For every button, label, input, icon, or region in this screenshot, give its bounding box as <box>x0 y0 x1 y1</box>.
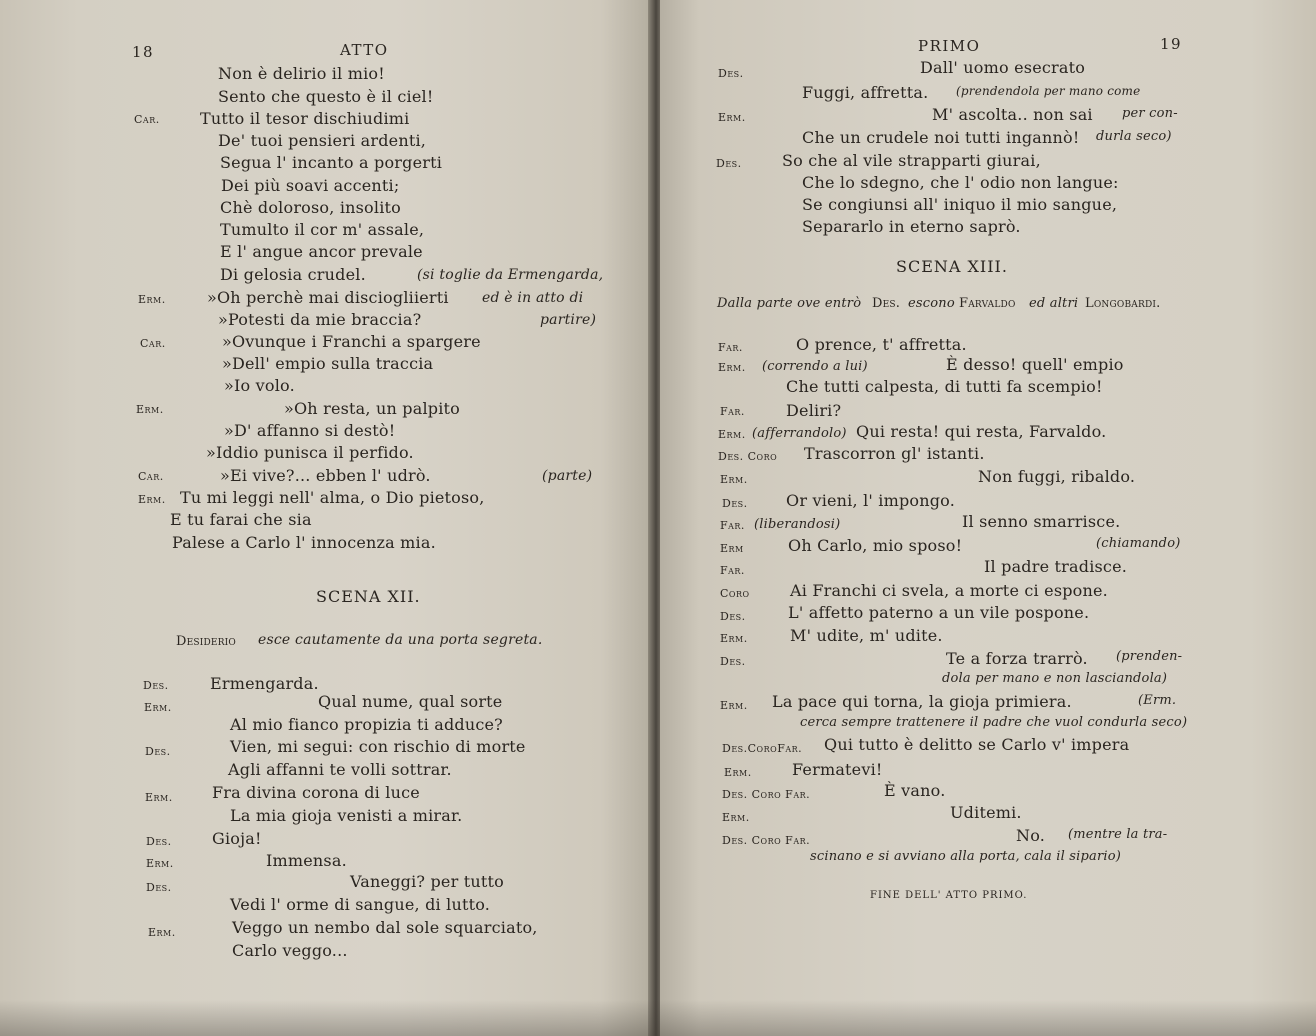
speaker-label: Des. <box>718 67 744 80</box>
scene-direction-name: Desiderio <box>176 634 237 649</box>
left-page <box>0 0 653 1036</box>
verse-line: Il padre tradisce. <box>984 557 1128 576</box>
verse-line: È desso! quell' empio <box>946 355 1124 374</box>
speaker-label: Des.CoroFar. <box>722 742 803 755</box>
stage-direction: (chiamando) <box>1096 536 1181 551</box>
stage-direction: (mentre la tra- <box>1068 827 1168 842</box>
verse-line: Tu mi leggi nell' alma, o Dio pietoso, <box>180 488 485 507</box>
verse-line: Immensa. <box>266 851 347 870</box>
verse-line: Qual nume, qual sorte <box>318 692 503 711</box>
speaker-label: Erm <box>720 542 744 555</box>
speaker-label: Car. <box>140 337 166 350</box>
verse-line: M' udite, m' udite. <box>790 626 943 645</box>
speaker-label: Erm. <box>718 428 746 441</box>
speaker-label: Erm. <box>720 473 748 486</box>
verse-line: »Dell' empio sulla traccia <box>222 354 434 373</box>
verse-line: Tutto il tesor dischiudimi <box>200 109 410 128</box>
verse-line: Oh Carlo, mio sposo! <box>788 536 963 555</box>
verse-line: Dei più soavi accenti; <box>221 176 400 195</box>
speaker-label: Des. Coro <box>718 450 778 463</box>
verse-line: »Ovunque i Franchi a spargere <box>222 332 481 351</box>
verse-line: Fra divina corona di luce <box>212 783 420 802</box>
verse-line: Palese a Carlo l' innocenza mia. <box>172 533 436 552</box>
verse-line: O prence, t' affretta. <box>796 335 967 354</box>
page-shadow <box>0 1000 1316 1036</box>
verse-line: Separarlo in eterno saprò. <box>802 217 1021 236</box>
speaker-label: Far. <box>720 405 745 418</box>
verse-line: Che lo sdegno, che l' odio non langue: <box>802 173 1119 192</box>
scene-heading: SCENA XIII. <box>896 257 1008 276</box>
verse-line: Vedi l' orme di sangue, di lutto. <box>230 895 491 914</box>
verse-line: De' tuoi pensieri ardenti, <box>218 131 427 150</box>
verse-line: Ai Franchi ci svela, a morte ci espone. <box>790 581 1108 600</box>
verse-line: Qui resta! qui resta, Farvaldo. <box>856 422 1107 441</box>
verse-line: Gioja! <box>212 829 262 848</box>
speaker-label: Des. <box>143 679 169 692</box>
speaker-label: Des. <box>716 157 742 170</box>
stage-direction: (Erm. <box>1138 693 1177 708</box>
verse-line: Non fuggi, ribaldo. <box>978 467 1136 486</box>
scene-direction-name: Longobardi. <box>1085 296 1161 311</box>
stage-direction: (liberandosi) <box>754 517 841 532</box>
stage-direction: (prenden- <box>1116 649 1183 664</box>
verse-line: »Potesti da mie braccia? <box>218 310 422 329</box>
scene-direction: ed altri <box>1029 296 1079 311</box>
speaker-label: Des. Coro Far. <box>722 788 811 801</box>
verse-line: Il senno smarrisce. <box>962 512 1121 531</box>
scene-direction-name: Farvaldo <box>959 296 1016 311</box>
verse-line: No. <box>1016 826 1046 845</box>
verse-line: Ermengarda. <box>210 674 319 693</box>
verse-line: So che al vile strapparti giurai, <box>782 151 1041 170</box>
stage-direction: per con- <box>1122 106 1178 121</box>
verse-line: Tumulto il cor m' assale, <box>220 220 425 239</box>
verse-line: »Ei vive?... ebben l' udrò. <box>220 466 431 485</box>
verse-line: Trascorron gl' istanti. <box>804 444 985 463</box>
speaker-label: Erm. <box>148 926 176 939</box>
verse-line: Deliri? <box>786 401 842 420</box>
stage-direction: cerca sempre trattenere il padre che vuol condurla seco) <box>800 715 1188 730</box>
verse-line: Chè doloroso, insolito <box>220 198 401 217</box>
verse-line: Carlo veggo... <box>232 941 348 960</box>
speaker-label: Des. Coro Far. <box>722 834 811 847</box>
verse-line: Segua l' incanto a porgerti <box>220 153 443 172</box>
running-head: PRIMO <box>918 37 981 55</box>
stage-direction: scinano e si avviano alla porta, cala il sipario) <box>810 849 1122 864</box>
scene-direction-name: Des. <box>872 296 901 311</box>
verse-line: »Oh resta, un palpito <box>284 399 460 418</box>
verse-line: E tu farai che sia <box>170 510 312 529</box>
speaker-label: Erm. <box>718 361 746 374</box>
stage-direction: (correndo a lui) <box>762 359 868 374</box>
speaker-label: Car. <box>134 113 160 126</box>
verse-line: »Io volo. <box>224 376 295 395</box>
speaker-label: Erm. <box>724 766 752 779</box>
verse-line: Che un crudele noi tutti ingannò! <box>802 128 1080 147</box>
scene-direction: esce cautamente da una porta segreta. <box>258 632 543 648</box>
speaker-label: Far. <box>720 564 745 577</box>
scene-direction: escono <box>908 296 955 311</box>
stage-direction: (parte) <box>542 468 593 484</box>
verse-line: Sento che questo è il ciel! <box>218 87 434 106</box>
scene-direction: Dalla parte ove entrò <box>717 296 862 311</box>
verse-line: L' affetto paterno a un vile pospone. <box>788 603 1090 622</box>
speaker-label: Erm. <box>145 791 173 804</box>
stage-direction: ed è in atto di <box>482 290 584 306</box>
verse-line: E l' angue ancor prevale <box>220 242 423 261</box>
speaker-label: Coro <box>720 587 750 600</box>
speaker-label: Far. <box>720 519 745 532</box>
verse-line: Al mio fianco propizia ti adduce? <box>230 715 503 734</box>
speaker-label: Des. <box>146 881 172 894</box>
verse-line: Vien, mi segui: con rischio di morte <box>230 737 526 756</box>
verse-line: Or vieni, l' impongo. <box>786 491 956 510</box>
verse-line: Dall' uomo esecrato <box>920 58 1086 77</box>
stage-direction: (si toglie da Ermengarda, <box>417 267 604 283</box>
stage-direction: (prendendola per mano come <box>956 84 1141 98</box>
speaker-label: Erm. <box>136 403 164 416</box>
speaker-label: Car. <box>138 470 164 483</box>
speaker-label: Erm. <box>138 293 166 306</box>
page-number: 18 <box>132 43 155 61</box>
verse-line: La pace qui torna, la gioja primiera. <box>772 692 1072 711</box>
speaker-label: Erm. <box>720 632 748 645</box>
speaker-label: Des. <box>720 610 746 623</box>
verse-line: »Iddio punisca il perfido. <box>206 443 414 462</box>
stage-direction: dola per mano e non lasciandola) <box>942 671 1168 686</box>
scene-heading: SCENA XII. <box>316 587 421 606</box>
speaker-label: Far. <box>718 341 743 354</box>
verse-line: La mia gioja venisti a mirar. <box>230 806 463 825</box>
verse-line: M' ascolta.. non sai <box>932 105 1093 124</box>
stage-direction: (afferrandolo) <box>752 426 847 441</box>
verse-line: Se congiunsi all' iniquo il mio sangue, <box>802 195 1118 214</box>
verse-line: Non è delirio il mio! <box>218 64 385 83</box>
verse-line: Uditemi. <box>950 803 1022 822</box>
verse-line: Vaneggi? per tutto <box>350 872 504 891</box>
verse-line: Fermatevi! <box>792 760 883 779</box>
speaker-label: Erm. <box>138 493 166 506</box>
stage-direction: durla seco) <box>1096 129 1172 144</box>
page-number: 19 <box>1160 35 1183 53</box>
verse-line: »Oh perchè mai disciogliierti <box>207 288 449 307</box>
speaker-label: Des. <box>722 497 748 510</box>
end-of-act: FINE DELL' ATTO PRIMO. <box>870 890 1028 901</box>
speaker-label: Erm. <box>144 701 172 714</box>
verse-line: Veggo un nembo dal sole squarciato, <box>232 918 538 937</box>
speaker-label: Des. <box>145 745 171 758</box>
speaker-label: Erm. <box>718 111 746 124</box>
running-head: ATTO <box>340 41 389 59</box>
verse-line: Qui tutto è delitto se Carlo v' impera <box>824 735 1130 754</box>
speaker-label: Des. <box>146 835 172 848</box>
verse-line: Agli affanni te volli sottrar. <box>228 760 452 779</box>
verse-line: È vano. <box>884 781 946 800</box>
verse-line: Fuggi, affretta. <box>802 83 929 102</box>
verse-line: Che tutti calpesta, di tutti fa scempio! <box>786 377 1103 396</box>
speaker-label: Des. <box>720 655 746 668</box>
speaker-label: Erm. <box>146 857 174 870</box>
speaker-label: Erm. <box>722 811 750 824</box>
verse-line: »D' affanno si destò! <box>224 421 396 440</box>
right-page <box>660 0 1316 1036</box>
stage-direction: partire) <box>540 312 597 328</box>
verse-line: Di gelosia crudel. <box>220 265 366 284</box>
verse-line: Te a forza trarrò. <box>946 649 1088 668</box>
speaker-label: Erm. <box>720 699 748 712</box>
